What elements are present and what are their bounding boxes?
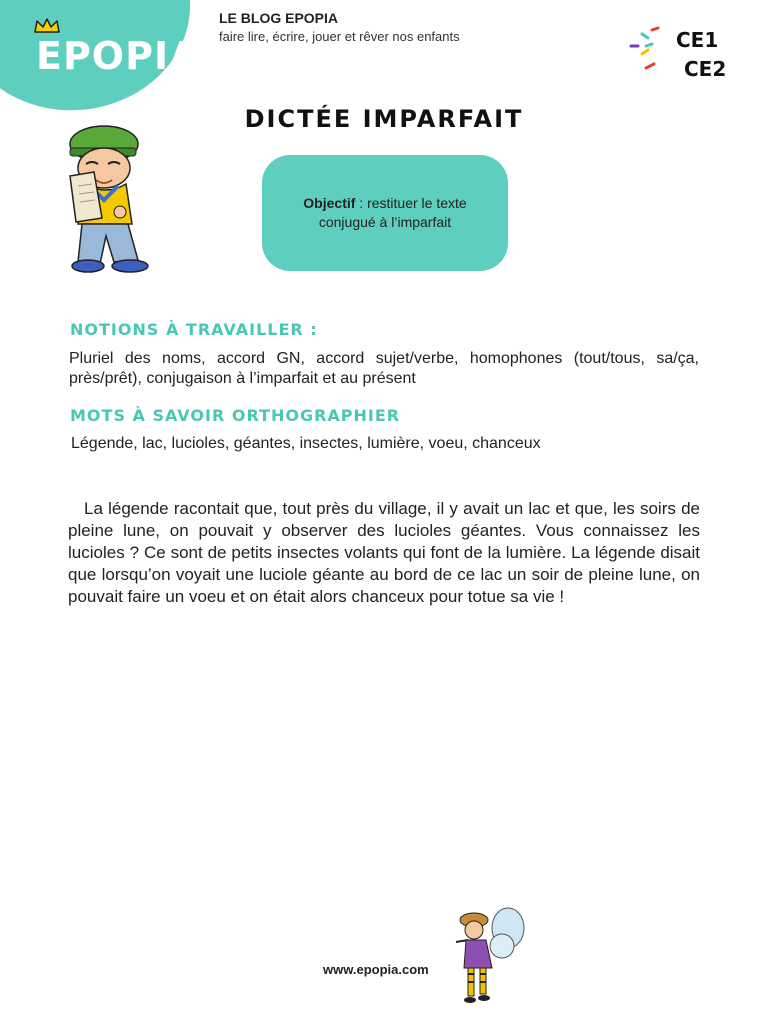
page-title: DICTÉE IMPARFAIT <box>244 105 524 133</box>
dictation-text: La légende racontait que, tout près du village, il y avait un lac et que, les soirs de pleine lune, on pouvait y observer des lucioles géantes. Vous connaissez les lucioles ? Ce sont de petits insectes volants qui font de la lumière. La légende disait que lorsqu’on voyait une luciole géante au bord de ce lac un soir de pleine lune, on pouvait faire un voeu et on était alors chanceux pour totue sa vie ! <box>68 499 700 606</box>
fairy-illustration <box>452 906 526 1006</box>
footer-link[interactable]: www.epopia.com <box>323 962 429 977</box>
blog-subtitle: faire lire, écrire, jouer et rêver nos enfants <box>219 29 460 44</box>
boy-reading-illustration <box>66 124 166 276</box>
logo[interactable]: EPOPIA <box>36 34 200 78</box>
objective-text: : restituer le texte conjugué à l’imparfait <box>318 195 467 230</box>
blog-title: LE BLOG EPOPIA <box>219 10 339 26</box>
notions-text: Pluriel des noms, accord GN, accord sujet/verbe, homophones (tout/tous, sa/ça, près/prêt), conjugaison à l’imparfait et au présent <box>69 350 699 387</box>
confetti-icon <box>628 26 664 72</box>
words-text: Légende, lac, lucioles, géantes, insectes, lumière, voeu, chanceux <box>71 435 541 452</box>
objective-box <box>262 155 508 271</box>
level-badge-ce1: CE1 <box>676 28 719 52</box>
words-heading: MOTS À SAVOIR ORTHOGRAPHIER <box>70 406 401 425</box>
level-badge-ce2: CE2 <box>684 57 727 81</box>
objective-label: Objectif <box>303 195 356 211</box>
crown-icon <box>33 18 61 34</box>
notions-heading: NOTIONS À TRAVAILLER : <box>70 320 318 339</box>
